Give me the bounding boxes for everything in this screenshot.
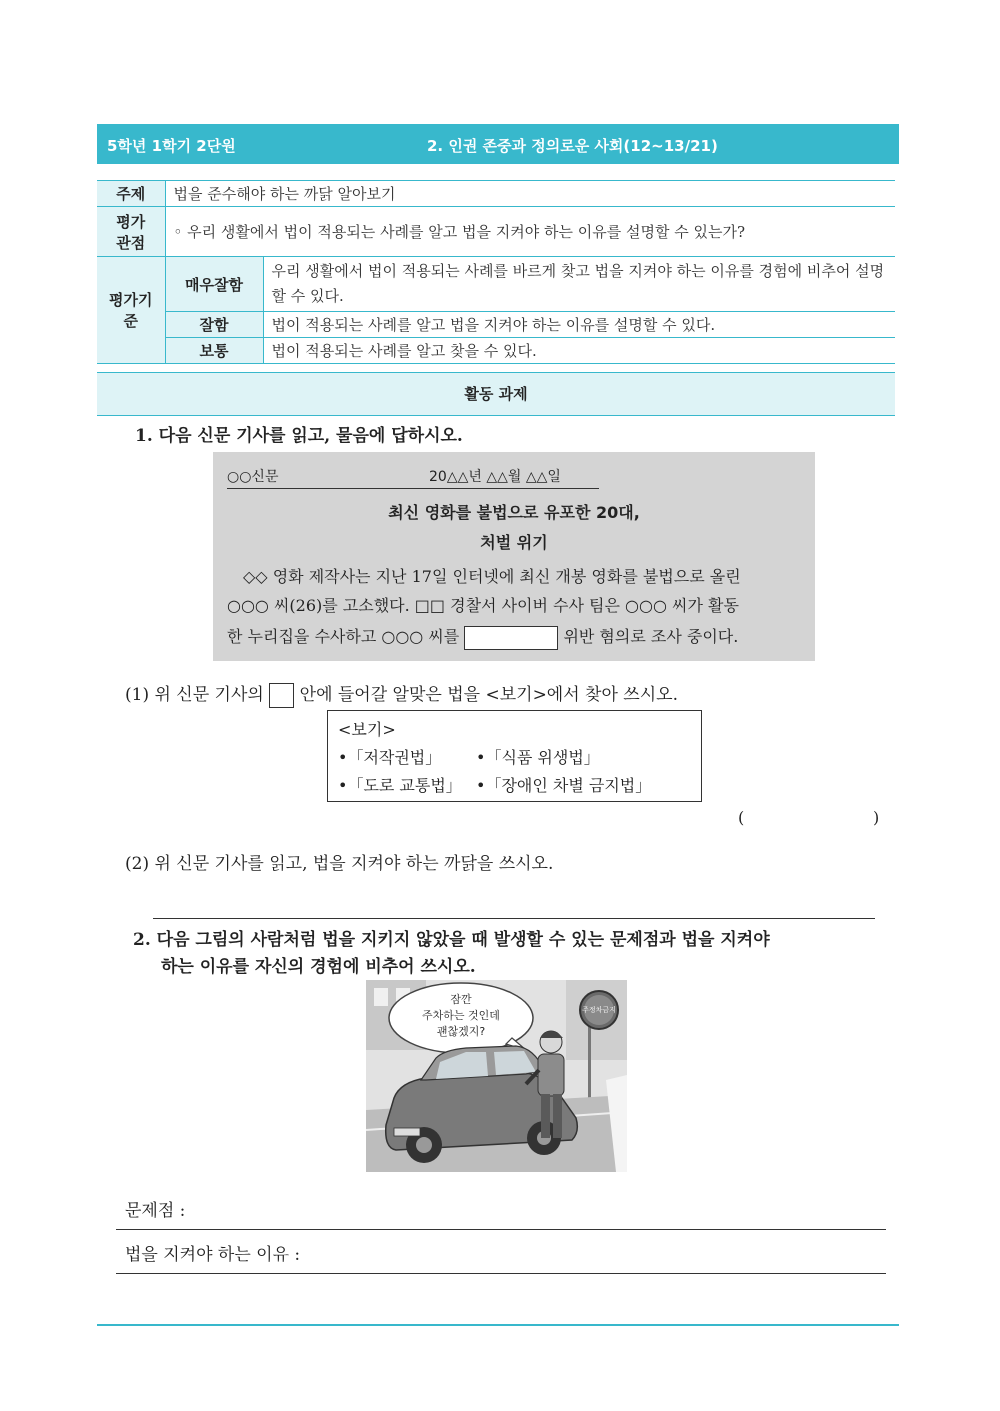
news-article [213, 452, 815, 661]
sub-question-2: (2) 위 신문 기사를 읽고, 법을 지켜야 하는 까닭을 쓰시오. [125, 854, 554, 874]
news-line: ◇◇ 영화 제작사는 지난 17일 인터넷에 최신 개봉 영화를 불법으로 올린 [243, 567, 741, 586]
topic-label: 주제 [97, 181, 165, 207]
grade-unit: 5학년 1학기 2단원 [107, 137, 236, 155]
view-label: 평가 관점 [97, 207, 165, 257]
news-meta [227, 466, 599, 489]
bogi-title: <보기> [338, 720, 396, 739]
problem-label: 문제점 : [125, 1201, 186, 1221]
bogi-box [327, 710, 702, 802]
question-2-cont: 하는 이유를 자신의 경험에 비추어 쓰시오. [161, 957, 476, 977]
reason-answer-line[interactable] [116, 1273, 886, 1274]
criteria-label: 평가기준 [97, 257, 165, 364]
level-text: 법이 적용되는 사례를 알고 찾을 수 있다. [263, 338, 895, 364]
header-bar [97, 124, 899, 164]
speech-bubble: 잠깐 주차하는 것인데 괜찮겠지? [422, 993, 500, 1038]
level-text: 법이 적용되는 사례를 알고 법을 지켜야 하는 이유를 설명할 수 있다. [263, 312, 895, 338]
bogi-item: •「장애인 차별 금지법」 [476, 776, 652, 795]
level-label: 매우잘함 [165, 257, 263, 312]
news-date: 20△△년 △△월 △△일 [429, 469, 561, 485]
activity-title: 활동 과제 [97, 372, 895, 416]
answer-line[interactable] [153, 918, 875, 919]
topic-text: 법을 준수해야 하는 까닭 알아보기 [165, 181, 895, 207]
news-headline: 처벌 위기 [480, 533, 548, 552]
question-2: 2. 다음 그림의 사람처럼 법을 지키지 않았을 때 발생할 수 있는 문제점과 법을 지켜야 [133, 930, 770, 950]
reason-label: 법을 지켜야 하는 이유 : [125, 1245, 301, 1265]
news-paper: ○○신문 [227, 469, 279, 485]
footer-divider [97, 1324, 899, 1326]
news-headline: 최신 영화를 불법으로 유포한 20대, [388, 503, 640, 522]
level-label: 보통 [165, 338, 263, 364]
bogi-item: •「도로 교통법」 [338, 776, 462, 795]
problem-answer-line[interactable] [116, 1229, 886, 1230]
lesson-title: 2. 인권 존중과 정의로운 사회(12~13/21) [427, 137, 718, 155]
level-text: 우리 생활에서 법이 적용되는 사례를 바르게 찾고 법을 지켜야 하는 이유를 경험에 비추어 설명할 수 있다. [263, 257, 895, 312]
answer-paren-close: ) [873, 808, 880, 827]
no-parking-sign: 주정차금지 [582, 1006, 616, 1014]
bogi-item: •「저작권법」 [338, 748, 442, 767]
view-text: ◦ 우리 생활에서 법이 적용되는 사례를 알고 법을 지켜야 하는 이유를 설명할 수 있는가? [165, 207, 895, 257]
news-line: 한 누리집을 수사하고 ○○○ 씨를 위반 혐의로 조사 중이다. [227, 624, 738, 650]
answer-blank[interactable] [464, 626, 558, 650]
news-line: ○○○ 씨(26)를 고소했다. □□ 경찰서 사이버 수사 팀은 ○○○ 씨가 활동 [227, 596, 739, 615]
bogi-item: •「식품 위생법」 [476, 748, 600, 767]
level-label: 잘함 [165, 312, 263, 338]
blank-box-icon [269, 683, 294, 708]
sub-question-1: (1) 위 신문 기사의 안에 들어갈 알맞은 법을 <보기>에서 찾아 쓰시오. [125, 680, 678, 708]
evaluation-table [97, 180, 895, 364]
question-1: 1. 다음 신문 기사를 읽고, 물음에 답하시오. [135, 426, 463, 446]
parking-illustration [366, 980, 627, 1172]
answer-paren-open: ( [738, 808, 745, 827]
